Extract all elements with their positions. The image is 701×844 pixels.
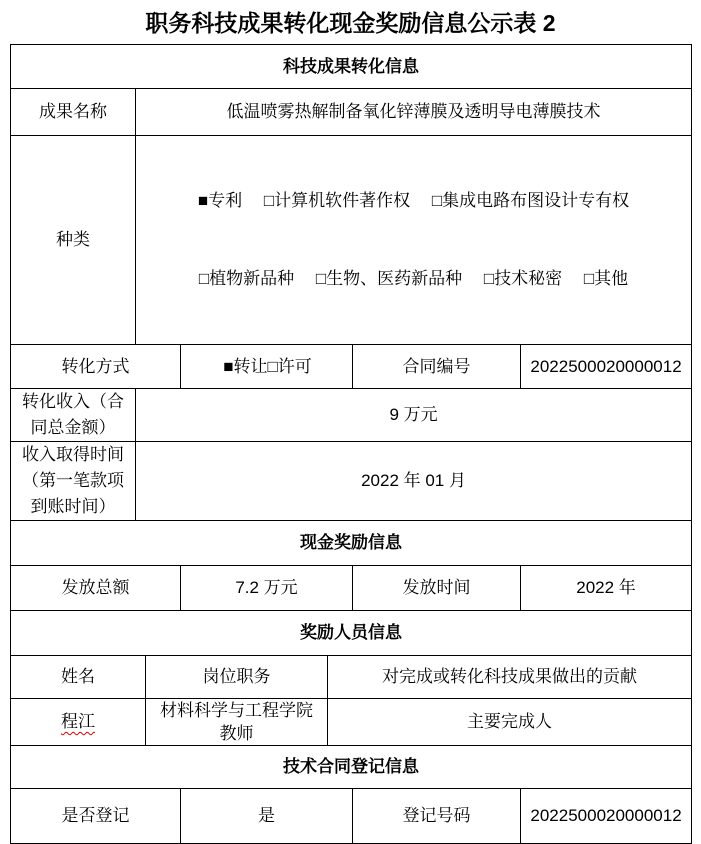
income-time-value: 2022 年 01 月 [136,442,692,521]
person-name-header: 姓名 [11,656,146,699]
table-row [11,611,692,656]
table-row [11,656,692,699]
section-header-contract-registration: 技术合同登记信息 [11,746,692,789]
section-header-cash-reward: 现金奖励信息 [11,521,692,566]
table-row [11,89,692,136]
grant-total-label: 发放总额 [11,566,181,611]
table-row [11,345,692,389]
category-options-line2: □植物新品种 □生物、医药新品种 □技术秘密 □其他 [198,269,629,288]
table-row [11,521,692,566]
table-row [11,389,692,442]
table-row [11,746,692,789]
person-position-value: 材料科学与工程学院教师 [160,701,313,743]
table-row [11,789,692,844]
person-name-cell [11,699,146,746]
grant-time-label: 发放时间 [353,566,521,611]
grant-total-value: 7.2 万元 [181,566,353,611]
grant-time-value: 2022 年 [521,566,692,611]
table-row [11,699,692,746]
registration-no-label: 登记号码 [353,789,521,844]
income-value: 9 万元 [136,389,692,442]
category-label: 种类 [11,136,136,345]
achievement-name-value: 低温喷雾热解制备氧化锌薄膜及透明导电薄膜技术 [136,89,692,136]
publicity-table [10,44,692,844]
section-header-transformation: 科技成果转化信息 [11,45,692,89]
person-contribution-header: 对完成或转化科技成果做出的贡献 [328,656,692,699]
mode-label: 转化方式 [11,345,181,389]
person-position-header: 岗位职务 [146,656,328,699]
person-contribution-value: 主要完成人 [328,699,692,746]
table-row [11,566,692,611]
category-options-cell [136,136,692,345]
person-position-cell [146,699,328,746]
registered-label: 是否登记 [11,789,181,844]
table-row [11,136,692,345]
income-time-label: 收入取得时间（第一笔款项到账时间） [11,442,136,521]
contract-no-value: 2022500020000012 [521,345,692,389]
contract-no-label: 合同编号 [353,345,521,389]
publicity-form-page [0,8,701,825]
section-header-reward-personnel: 奖励人员信息 [11,611,692,656]
income-label: 转化收入（合同总金额） [11,389,136,442]
category-options-line1: ■专利 □计算机软件著作权 □集成电路布图设计专有权 [197,191,630,210]
table-row [11,442,692,521]
page-title: 职务科技成果转化现金奖励信息公示表 2 [145,10,556,36]
mode-value: ■转让□许可 [181,345,353,389]
person-name-value: 程江 [61,712,95,731]
table-row [11,45,692,89]
achievement-name-label: 成果名称 [11,89,136,136]
registered-value: 是 [181,789,353,844]
registration-no-value: 2022500020000012 [521,789,692,844]
